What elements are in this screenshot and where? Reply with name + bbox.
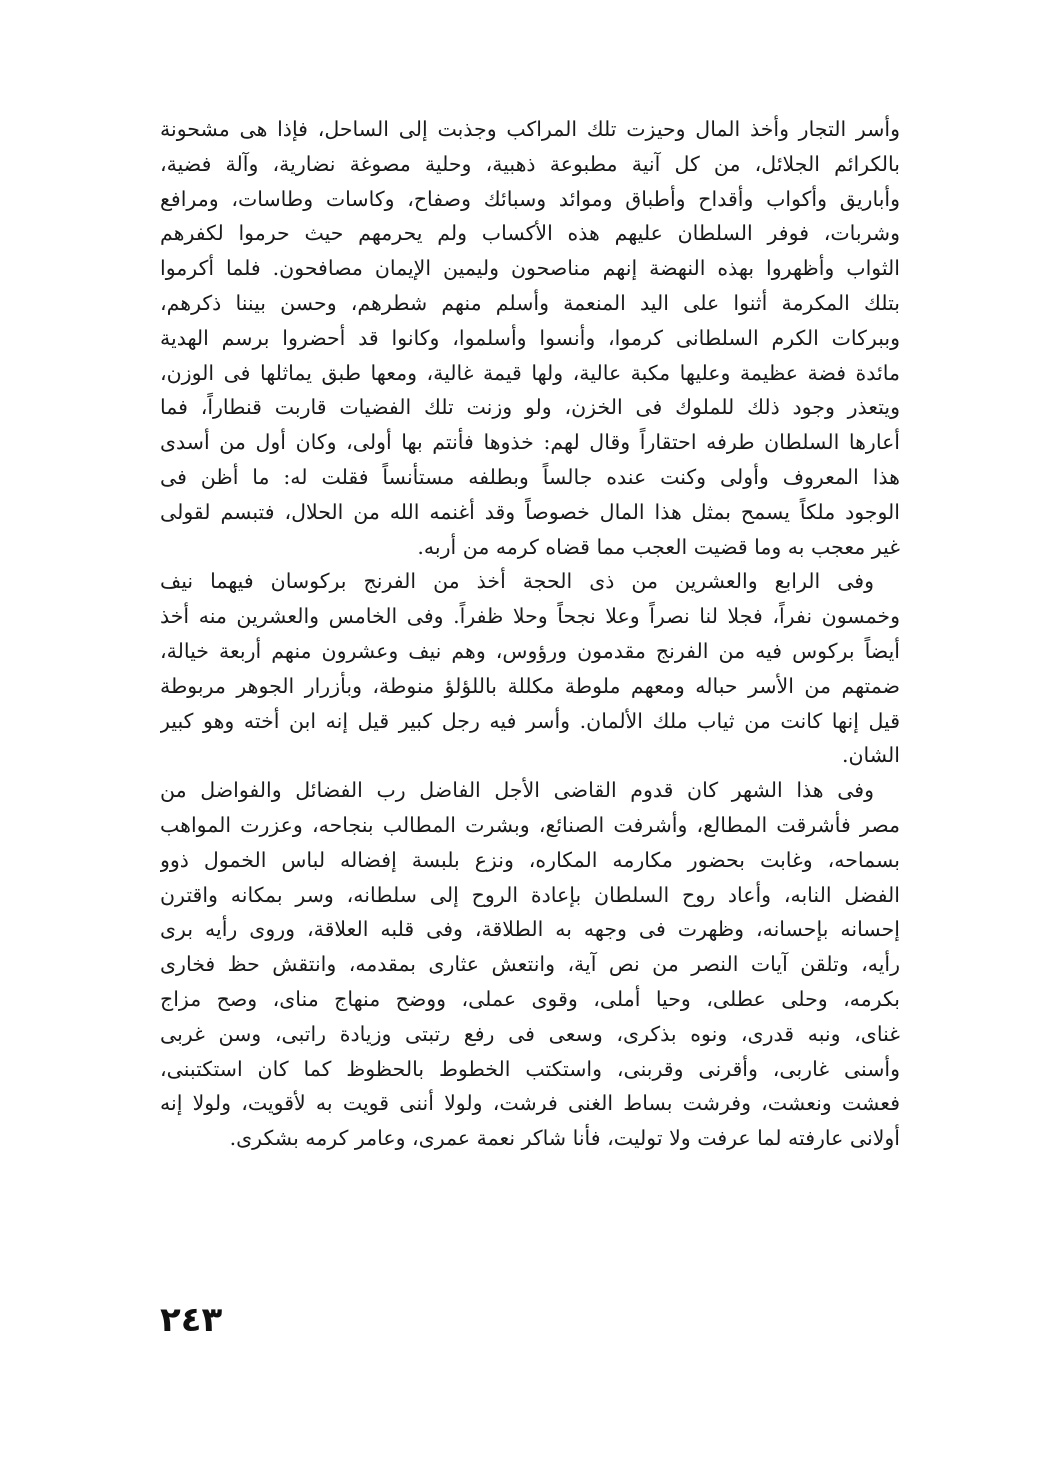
text-line: مصر فأشرقت المطالع، وأشرفت الصنائع، وبشرت المطالب بنجاحه، وعزرت المواهب: [160, 812, 900, 837]
text-line: وأسنى غاربى، وأقرنى وقربنى، واستكتب الخطوط بالحظوظ كما كان استكتبنى،: [160, 1056, 900, 1081]
text-line: هذا المعروف وأولى وكنت عنده جالساً وبطلفه مستأنساً فقلت له: ما أظن فى: [160, 464, 900, 489]
text-line: بتلك المكرمة أثنوا على اليد المنعمة وأسلم منهم شطرهم، وحسن بيننا ذكرهم،: [160, 290, 900, 315]
text-line: وأسر التجار وأخذ المال وحيزت تلك المراكب وجذبت إلى الساحل، فإذا هى مشحونة: [160, 117, 900, 141]
text-line: ويتعذر وجود ذلك للملوك فى الخزن، ولو وزنت تلك الفضيات قاربت قنطاراً، فما: [160, 395, 900, 420]
text-line: قيل إنها كانت من ثياب ملك الألمان. وأسر فيه رجل كبير قيل إنه ابن أخته وهو كبير: [160, 708, 900, 733]
text-line: مائدة فضة عظيمة وعليها مكبة عالية، ولها قيمة غالية، ومعها طبق يماثلها فى الوزن،: [160, 360, 900, 385]
text-line: ضمتهم من الأسر حباله ومعهم ملوطة مكللة باللؤلؤ منوطة، وبأزرار الجوهر مربوطة: [160, 673, 900, 698]
paragraph-2: [160, 564, 900, 773]
text-line: غناى، ونبه قدرى، ونوه بذكرى، وسعى فى رفع رتبتى وزيادة راتبى، وسن غربى: [160, 1021, 900, 1046]
text-line: بكرمه، وحلى عطلى، وحيا أملى، وقوى عملى، ووضح منهاج مناى، وصح مزاج: [160, 986, 900, 1011]
text-line: وأباريق وأكواب وأقداح وأطباق وموائد وسبائك وصفاح، وكاسات وطاسات، ومرافع: [160, 186, 900, 211]
text-line: بسماحه، وغابت بحضور مكارمه المكاره، ونزع بلبسة إفضاله لباس الخمول ذوو: [160, 847, 900, 872]
text-line: بالكرائم الجلائل، من كل آنية مطبوعة ذهبية، وحلية مصوغة نضارية، وآلة فضية،: [160, 151, 900, 176]
text-line: وفى هذا الشهر كان قدوم القاضى الأجل الفاضل رب الفضائل والفواضل من: [160, 778, 874, 803]
text-line: فعشت ونعشت، وفرشت بساط الغنى فرشت، ولولا أننى قويت به لأقويت، ولولا إنه: [160, 1091, 900, 1116]
text-line: الفضل النابه، وأعاد روح السلطان بإعادة الروح إلى سلطانه، وسر بمكانه واقترن: [160, 882, 900, 907]
text-line: رأيه، وتلقن آيات النصر من نص آية، وانتعش عثارى بمقدمه، وانتقش حظ فخارى: [160, 952, 900, 977]
text-line: أيضاً بركوس فيه من الفرنج مقدمون ورؤوس، وهم نيف وعشرون منهم أربعة خيالة،: [160, 638, 900, 663]
text-line: وخمسون نفراً، فجلا لنا نصراً وعلا نجحاً وحلا ظفراً. وفى الخامس والعشرين منه أخذ: [160, 604, 900, 629]
text-line: وفى الرابع والعشرين من ذى الحجة أخذ من الفرنج بركوسان فيهما نيف: [160, 569, 874, 594]
text-line: أعارها السلطان طرفه احتقاراً وقال لهم: خذوها فأنتم بها أولى، وكان أول من أسدى: [160, 430, 900, 455]
text-line: الشان.: [841, 743, 900, 768]
text-line: أولانى عارفته لما عرفت ولا توليت، فأنا شاكر نعمة عمرى، وعامر كرمه بشكرى.: [229, 1126, 900, 1151]
paragraph-3: [160, 773, 900, 1156]
text-line: الثواب وأظهروا بهذه النهضة إنهم مناصحون وليمين الإيمان مصافحون. فلما أكرموا: [160, 256, 900, 281]
text-line: إحسانه بإحسانه، وظهرت فى وجهه به الطلاقة، وفى قلبه العلاقة، وروى رأيه برى: [160, 917, 900, 942]
paragraph-1: [160, 112, 900, 564]
page-number: ٢٤٣: [160, 1300, 223, 1340]
page-body: [160, 112, 900, 1156]
text-line: وببركات الكرم السلطانى كرموا، وأنسوا وأسلموا، وكانوا قد أحضروا برسم الهدية: [160, 325, 900, 350]
text-line: الوجود ملكاً يسمح بمثل هذا المال خصوصاً وقد أغنمه الله من الحلال، فتبسم لقولى: [160, 499, 900, 524]
text-line: وشربات، فوفر السلطان عليهم هذه الأكساب ولم يحرمهم حيث حرموا لكفرهم: [160, 221, 900, 246]
text-line: غير معجب به وما قضيت العجب مما قضاه كرمه من أربه.: [417, 534, 900, 559]
